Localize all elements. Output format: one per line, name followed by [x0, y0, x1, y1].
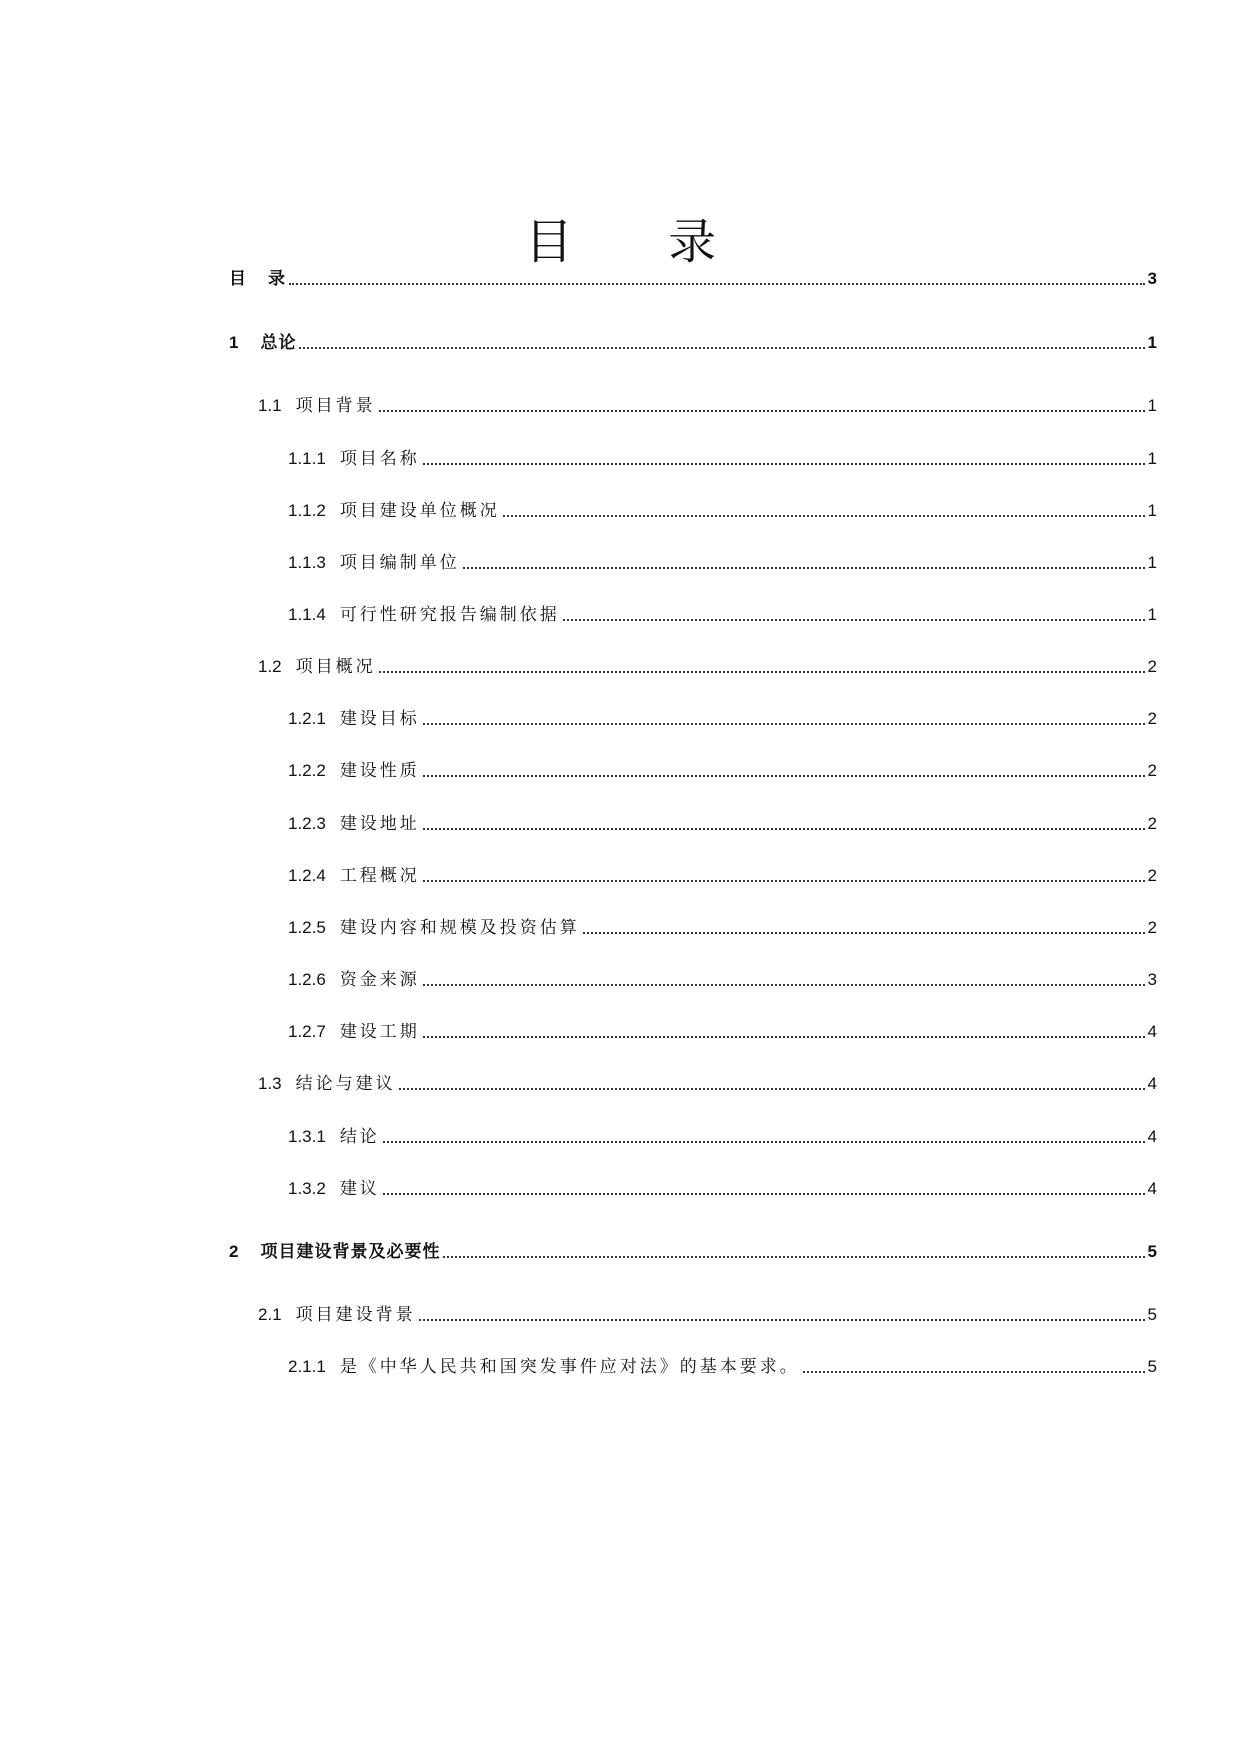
- toc-entry-1-1-2[interactable]: [288, 499, 1157, 523]
- toc-entry-number: 1.3.2: [288, 1179, 326, 1198]
- toc-entry-1-1-1[interactable]: [288, 447, 1157, 471]
- toc-entry-title: 建设内容和规模及投资估算: [339, 918, 580, 938]
- toc-entry-title: 建设性质: [339, 761, 420, 781]
- toc-entry-title: 建设工期: [339, 1022, 420, 1042]
- toc-entry-number: 2.1.1: [288, 1357, 326, 1376]
- toc-entry-1-1-3[interactable]: [288, 551, 1157, 575]
- toc-entry-number: 1.2.3: [288, 814, 326, 833]
- toc-entry-number: 1.2.1: [288, 709, 326, 728]
- toc-entry-number: 1.1.2: [288, 501, 326, 520]
- toc-entry-title: 可行性研究报告编制依据: [339, 605, 560, 625]
- toc-dot-leader: [423, 1036, 1145, 1038]
- toc-entry-1-2-3[interactable]: [288, 812, 1157, 836]
- toc-entry-1-2-5[interactable]: [288, 916, 1157, 940]
- toc-entry-2-1-1[interactable]: [288, 1355, 1157, 1379]
- toc-entry-page: 4: [1147, 1127, 1157, 1146]
- toc-entry-1-2-4[interactable]: [288, 864, 1157, 888]
- toc-dot-leader: [399, 1088, 1145, 1090]
- toc-entry-page: 2: [1147, 918, 1157, 937]
- toc-dot-leader: [423, 463, 1145, 465]
- toc-entry-title: 项目背景: [295, 396, 376, 416]
- toc-dot-leader: [463, 567, 1145, 569]
- toc-entry-number: 1.3: [258, 1074, 282, 1093]
- toc-entry-title: 建议: [339, 1179, 380, 1199]
- toc-entry-title: 项目概况: [295, 657, 376, 677]
- toc-entry-contents[interactable]: [229, 267, 1157, 291]
- toc-dot-leader: [423, 984, 1145, 986]
- toc-entry-page: 2: [1147, 761, 1157, 780]
- toc-entry-page: 4: [1147, 1022, 1157, 1041]
- toc-entry-title: 工程概况: [339, 866, 420, 886]
- toc-dot-leader: [379, 671, 1145, 673]
- toc-entry-title: 是《中华人民共和国突发事件应对法》的基本要求。: [339, 1357, 800, 1377]
- toc-entry-page: 3: [1147, 269, 1157, 288]
- toc-entry-title: 结论与建议: [295, 1074, 396, 1094]
- toc-entry-number: 1.2.7: [288, 1022, 326, 1041]
- toc-dot-leader: [419, 1319, 1145, 1321]
- toc-entry-1-1-4[interactable]: [288, 603, 1157, 627]
- toc-entry-title: 建设目标: [339, 709, 420, 729]
- toc-entry-1[interactable]: [229, 331, 1157, 355]
- toc-entry-page: 1: [1147, 605, 1157, 624]
- toc-entry-page: 1: [1147, 553, 1157, 572]
- toc-dot-leader: [583, 932, 1145, 934]
- toc-entry-number: 1.2.4: [288, 866, 326, 885]
- toc-dot-leader: [383, 1141, 1145, 1143]
- toc-entry-number: 1.1.4: [288, 605, 326, 624]
- toc-dot-leader: [803, 1371, 1145, 1373]
- toc-entry-title: 资金来源: [339, 970, 420, 990]
- toc-entry-title: 建设地址: [339, 814, 420, 834]
- toc-entry-number: 目: [229, 269, 246, 288]
- toc-entry-1-2-2[interactable]: [288, 759, 1157, 783]
- toc-dot-leader: [423, 880, 1145, 882]
- toc-entry-page: 5: [1147, 1305, 1157, 1324]
- toc-entry-number: 1.2.6: [288, 970, 326, 989]
- toc-entry-1-3[interactable]: [258, 1072, 1157, 1096]
- toc-entry-title: 项目编制单位: [339, 553, 460, 573]
- toc-entry-title: 项目建设背景: [295, 1305, 416, 1325]
- page-title: 目 录: [524, 214, 757, 271]
- toc-entry-number: 1.1.1: [288, 449, 326, 468]
- toc-entry-1-2-6[interactable]: [288, 968, 1157, 992]
- toc-dot-leader: [383, 1193, 1145, 1195]
- toc-entry-number: 1: [229, 333, 239, 352]
- toc-entry-number: 1.2: [258, 657, 282, 676]
- toc-entry-page: 4: [1147, 1179, 1157, 1198]
- toc-entry-number: 1.3.1: [288, 1127, 326, 1146]
- toc-entry-1-3-1[interactable]: [288, 1125, 1157, 1149]
- toc-dot-leader: [443, 1256, 1144, 1258]
- toc-dot-leader: [423, 828, 1145, 830]
- toc-entry-1-3-2[interactable]: [288, 1177, 1157, 1201]
- toc-entry-1-2-7[interactable]: [288, 1020, 1157, 1044]
- toc-entry-page: 4: [1147, 1074, 1157, 1093]
- toc-entry-title: 结论: [339, 1127, 380, 1147]
- toc-entry-page: 1: [1147, 449, 1157, 468]
- toc-entry-title: 项目建设背景及必要性: [260, 1242, 441, 1262]
- toc-entry-number: 2.1: [258, 1305, 282, 1324]
- toc-dot-leader: [379, 410, 1145, 412]
- toc-entry-page: 5: [1147, 1242, 1157, 1261]
- toc-entry-page: 1: [1147, 501, 1157, 520]
- toc-dot-leader: [503, 515, 1145, 517]
- toc-entry-page: 2: [1147, 657, 1157, 676]
- toc-dot-leader: [289, 283, 1145, 285]
- toc-entry-page: 2: [1147, 814, 1157, 833]
- toc-dot-leader: [423, 775, 1145, 777]
- toc-entry-page: 1: [1147, 333, 1157, 352]
- toc-dot-leader: [299, 347, 1144, 349]
- toc-entry-1-1[interactable]: [258, 394, 1157, 418]
- toc-entry-number: 1.1.3: [288, 553, 326, 572]
- toc-entry-2-1[interactable]: [258, 1303, 1157, 1327]
- toc-entry-title: 总论: [260, 333, 297, 353]
- toc-entry-title: 项目建设单位概况: [339, 501, 500, 521]
- toc-dot-leader: [423, 723, 1145, 725]
- toc-entry-page: 2: [1147, 866, 1157, 885]
- toc-entry-page: 2: [1147, 709, 1157, 728]
- toc-entry-title: 录: [268, 269, 286, 289]
- toc-entry-1-2-1[interactable]: [288, 707, 1157, 731]
- toc-entry-number: 2: [229, 1242, 239, 1261]
- toc-entry-2[interactable]: [229, 1240, 1157, 1264]
- toc-entry-page: 5: [1147, 1357, 1157, 1376]
- toc-entry-number: 1.1: [258, 396, 282, 415]
- toc-entry-page: 1: [1147, 396, 1157, 415]
- toc-entry-number: 1.2.2: [288, 761, 326, 780]
- toc-entry-1-2[interactable]: [258, 655, 1157, 679]
- toc-entry-title: 项目名称: [339, 449, 420, 469]
- toc-entry-number: 1.2.5: [288, 918, 326, 937]
- toc-entry-page: 3: [1147, 970, 1157, 989]
- toc-dot-leader: [563, 619, 1145, 621]
